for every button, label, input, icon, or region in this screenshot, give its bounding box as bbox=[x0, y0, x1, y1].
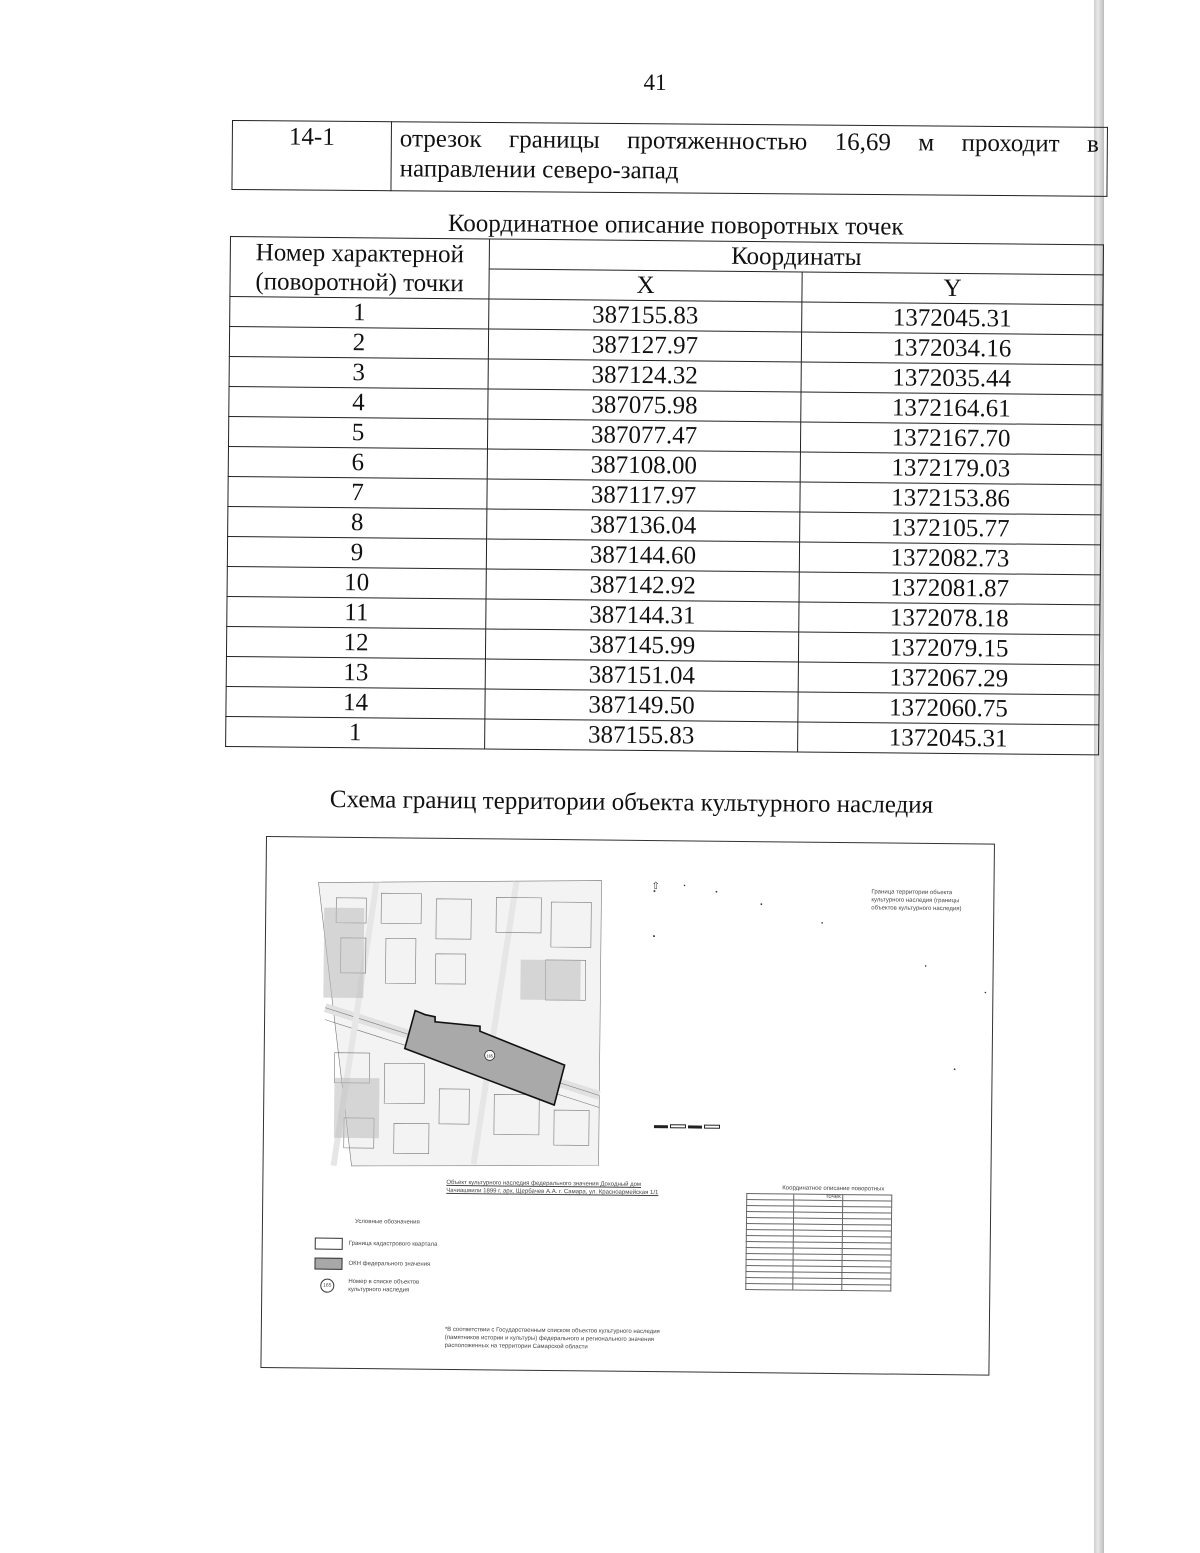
legend-item-federal-object bbox=[314, 1258, 430, 1271]
segment-table bbox=[231, 120, 1108, 197]
map-caption: Объект культурного наследия федерального значения Доходный дом Чачиашвили 1899 г. арх. Щербачев А.А. г. Самара, ул. Красноармейская 1/1 bbox=[446, 1179, 659, 1197]
north-arrow-icon: ⇧ bbox=[651, 881, 660, 893]
object-number-label: 165 bbox=[486, 1053, 494, 1059]
point-number-cell: 14 bbox=[226, 686, 485, 718]
x-cell: 387151.04 bbox=[485, 659, 798, 692]
map-top-legend: Граница территории объекта культурного наследия (границы объектов культурного наследия) bbox=[871, 889, 962, 913]
segment-id: 14-1 bbox=[232, 121, 392, 191]
point-number-cell: 7 bbox=[228, 476, 487, 508]
scheme-title: Схема границ территории объекта культурного наследия bbox=[329, 786, 934, 819]
x-cell: 387077.47 bbox=[487, 419, 800, 452]
segment-row bbox=[232, 121, 1108, 197]
x-cell: 387155.83 bbox=[489, 299, 802, 332]
mini-table-row bbox=[746, 1284, 891, 1292]
point-number-cell: 8 bbox=[228, 506, 487, 538]
y-cell: 1372035.44 bbox=[801, 362, 1102, 395]
point-number-cell: 1 bbox=[230, 297, 489, 329]
y-cell: 1372082.73 bbox=[799, 542, 1100, 575]
mini-table-cell bbox=[793, 1284, 842, 1291]
x-cell: 387144.31 bbox=[486, 599, 799, 632]
coordinates-body bbox=[226, 297, 1103, 755]
point-number-cell: 10 bbox=[227, 566, 486, 598]
coordinates-table bbox=[225, 236, 1104, 755]
mini-table-cell bbox=[842, 1285, 891, 1292]
x-cell: 387117.97 bbox=[487, 479, 800, 512]
legend-item-quarter-boundary bbox=[315, 1238, 438, 1251]
point-number-cell: 13 bbox=[226, 656, 485, 688]
point-number-cell: 4 bbox=[229, 386, 488, 418]
point-number-cell: 1 bbox=[226, 716, 485, 748]
y-cell: 1372079.15 bbox=[798, 632, 1099, 665]
point-number-cell: 12 bbox=[226, 626, 485, 658]
legend-label: Граница кадастрового квартала bbox=[348, 1240, 438, 1248]
legend-label: Номер в списке объектов культурного наследия bbox=[348, 1278, 420, 1294]
y-cell: 1372179.03 bbox=[800, 452, 1101, 485]
y-cell: 1372153.86 bbox=[800, 482, 1101, 515]
scale-bar bbox=[654, 1124, 720, 1129]
legend-swatch bbox=[314, 1258, 342, 1270]
legend-label: ОКН федерального значения bbox=[348, 1260, 431, 1268]
point-number-cell: 5 bbox=[228, 416, 487, 448]
mini-table-cell bbox=[746, 1284, 793, 1290]
y-cell: 1372081.87 bbox=[799, 572, 1100, 605]
x-cell: 387144.60 bbox=[486, 539, 799, 572]
point-number-header: Номер характерной (поворотной) точки bbox=[230, 237, 490, 299]
point-number-cell: 2 bbox=[229, 327, 488, 359]
x-cell: 387142.92 bbox=[486, 569, 799, 602]
x-cell: 387075.98 bbox=[488, 389, 801, 422]
map-footnote: *В соответствии с Государственным списком объектов культурного наследия (памятников истории и культуры) федерального и регионального значения расположенных на территории Самарской области bbox=[444, 1326, 660, 1351]
map-scheme bbox=[260, 836, 995, 1376]
y-cell: 1372045.31 bbox=[802, 302, 1103, 335]
y-cell: 1372078.18 bbox=[799, 602, 1100, 635]
y-cell: 1372105.77 bbox=[800, 512, 1101, 545]
point-number-cell: 11 bbox=[227, 596, 486, 628]
y-cell: 1372067.29 bbox=[798, 662, 1099, 695]
page-edge bbox=[1094, 0, 1104, 1553]
y-cell: 1372045.31 bbox=[798, 722, 1099, 755]
segment-description: отрезок границы протяженностью 16,69 м проходит в направлении северо-запад bbox=[391, 122, 1108, 197]
point-number-cell: 6 bbox=[228, 446, 487, 478]
legend-circle-icon: 165 bbox=[320, 1279, 334, 1293]
mini-table-title: Координатное описание поворотных точек bbox=[782, 1185, 885, 1201]
x-cell: 387124.32 bbox=[488, 359, 801, 392]
legend-swatch bbox=[315, 1238, 343, 1250]
x-cell: 387145.99 bbox=[485, 629, 798, 662]
x-header: X bbox=[489, 269, 802, 302]
x-cell: 387136.04 bbox=[487, 509, 800, 542]
legend-item-object-number bbox=[314, 1278, 438, 1295]
mini-coordinates-table bbox=[745, 1193, 892, 1292]
y-cell: 1372060.75 bbox=[798, 692, 1099, 725]
y-header: Y bbox=[802, 272, 1103, 305]
y-cell: 1372167.70 bbox=[800, 422, 1101, 455]
point-number-cell: 9 bbox=[227, 536, 486, 568]
legend-title: Условные обозначения bbox=[354, 1218, 420, 1226]
y-cell: 1372034.16 bbox=[801, 332, 1102, 365]
x-cell: 387108.00 bbox=[487, 449, 800, 482]
x-cell: 387149.50 bbox=[485, 689, 798, 722]
coordinates-title: Координатное описание поворотных точек bbox=[447, 210, 904, 241]
x-cell: 387155.83 bbox=[485, 719, 798, 752]
x-cell: 387127.97 bbox=[488, 329, 801, 362]
point-number-cell: 3 bbox=[229, 356, 488, 388]
coordinates-header: Координаты bbox=[489, 239, 1103, 275]
y-cell: 1372164.61 bbox=[801, 392, 1102, 425]
page-number: 41 bbox=[643, 70, 667, 95]
